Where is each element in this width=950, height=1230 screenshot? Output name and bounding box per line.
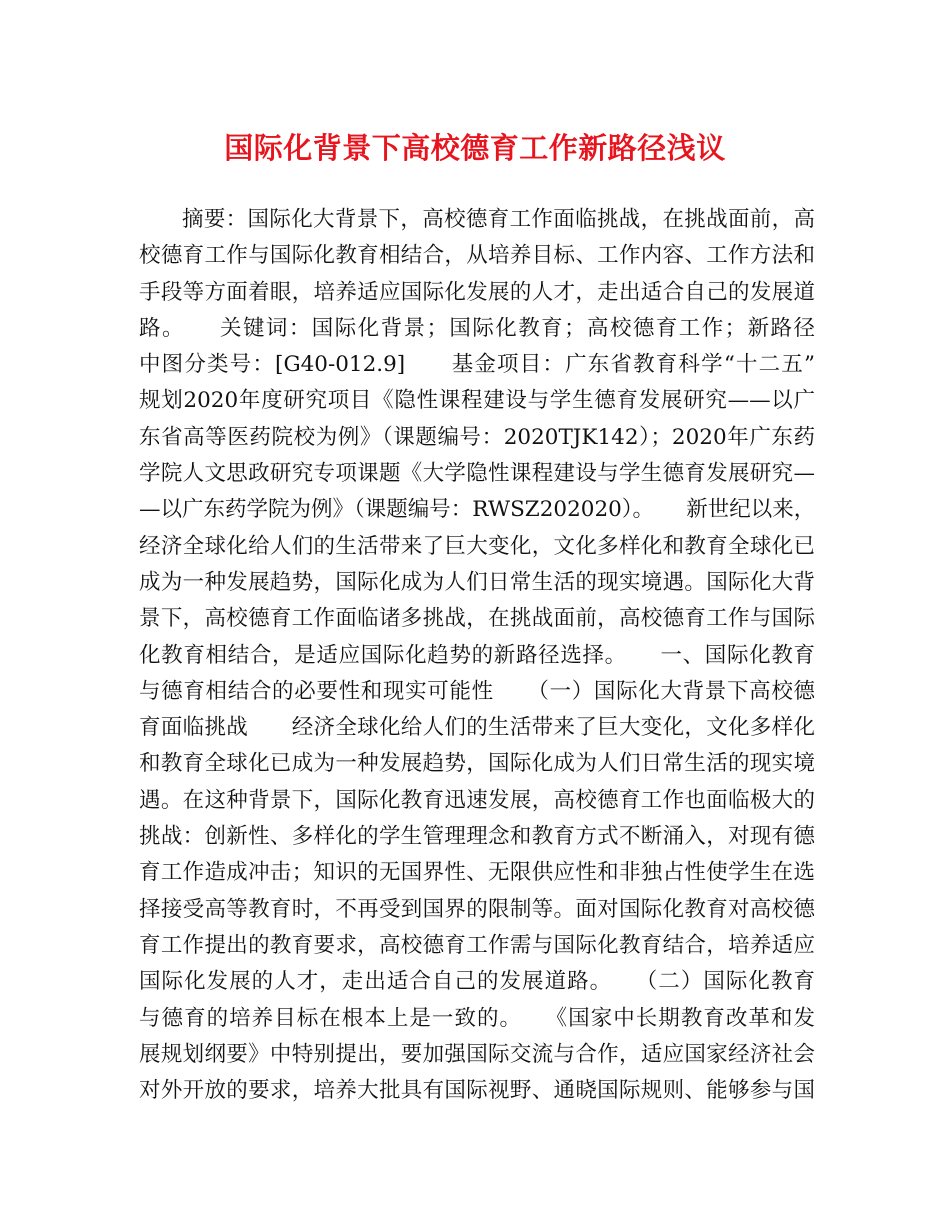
page-title: 国际化背景下高校德育工作新路径浅议 xyxy=(224,131,726,165)
text-line: 手段等方面着眼，培养适应国际化发展的人才，走出适合自己的发展道 xyxy=(139,279,815,305)
text-line: 路。 关键词：国际化背景；国际化教育；高校德育工作；新路径 xyxy=(139,315,815,341)
text-line: 规划2020年度研究项目《隐性课程建设与学生德育发展研究——以广 xyxy=(139,388,815,414)
text-line: 育工作造成冲击；知识的无国界性、无限供应性和非独占性使学生在选 xyxy=(139,860,815,886)
text-line: 中图分类号：[G40-012.9] 基金项目：广东省教育科学“十二五” xyxy=(139,352,815,378)
text-line: 展规划纲要》中特别提出，要加强国际交流与合作，适应国家经济社会 xyxy=(139,1041,815,1067)
text-line: 与德育相结合的必要性和现实可能性 （一）国际化大背景下高校德 xyxy=(139,678,815,704)
text-line: 育面临挑战 经济全球化给人们的生活带来了巨大变化，文化多样化 xyxy=(139,715,815,741)
text-line: 摘要：国际化大背景下，高校德育工作面临挑战，在挑战面前，高 xyxy=(182,207,815,232)
text-line: 东省高等医药院校为例》（课题编号：2020TJK142）；2020年广东药 xyxy=(139,424,815,450)
text-line: 经济全球化给人们的生活带来了巨大变化，文化多样化和教育全球化已 xyxy=(139,533,815,559)
text-line: 与德育的培养目标在根本上是一致的。 《国家中长期教育改革和发 xyxy=(139,1005,815,1031)
text-line: 育工作提出的教育要求，高校德育工作需与国际化教育结合，培养适应 xyxy=(139,932,815,958)
text-line: 化教育相结合，是适应国际化趋势的新路径选择。 一、国际化教育 xyxy=(139,642,815,668)
text-line: 校德育工作与国际化教育相结合，从培养目标、工作内容、工作方法和 xyxy=(139,243,815,269)
text-line: 遇。在这种背景下，国际化教育迅速发展，高校德育工作也面临极大的 xyxy=(139,787,815,813)
text-line: 成为一种发展趋势，国际化成为人们日常生活的现实境遇。国际化大背 xyxy=(139,569,815,595)
text-line: 挑战：创新性、多样化的学生管理理念和教育方式不断涌入，对现有德 xyxy=(139,824,815,850)
text-line: 国际化发展的人才，走出适合自己的发展道路。 （二）国际化教育 xyxy=(139,969,815,995)
text-line: 择接受高等教育时，不再受到国界的限制等。面对国际化教育对高校德 xyxy=(139,896,815,922)
text-line: —以广东药学院为例》（课题编号：RWSZ202020）。 新世纪以来， xyxy=(139,497,815,523)
text-line: 和教育全球化已成为一种发展趋势，国际化成为人们日常生活的现实境 xyxy=(139,751,815,777)
article-body xyxy=(139,202,815,1109)
text-line: 景下，高校德育工作面临诸多挑战，在挑战面前，高校德育工作与国际 xyxy=(139,606,815,632)
text-line: 学院人文思政研究专项课题《大学隐性课程建设与学生德育发展研究— xyxy=(139,461,815,487)
text-line: 对外开放的要求，培养大批具有国际视野、通晓国际规则、能够参与国 xyxy=(139,1078,815,1104)
